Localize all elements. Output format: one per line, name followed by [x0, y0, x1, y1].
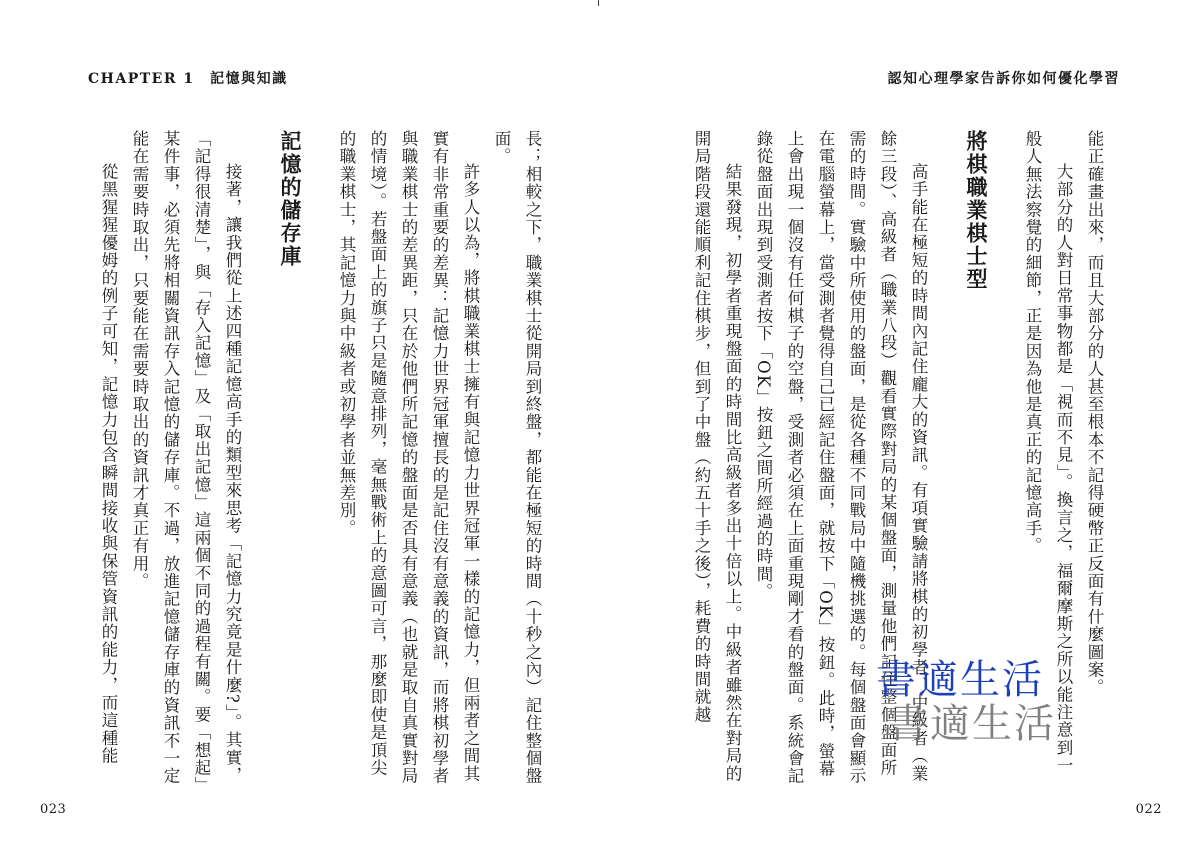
paragraph: 結果發現，初學者重現盤面的時間比高級者多出十倍以上。中級者雖然在對局的開局階段還能順利記住棋步，但到了中盤（約五十手之後），耗費的時間就越: [692, 130, 742, 783]
book-title-header: 認知心理學家告訴你如何優化學習: [887, 71, 1120, 87]
paragraph: 長；相較之下，職業棋士從開局到終盤，都能在極短的時間（十秒之內）記住整個盤面。: [492, 130, 542, 785]
page-number-right: 022: [1135, 802, 1162, 817]
paragraph: 大部分的人對日常事物都是「視而不見」。換言之，福爾摩斯之所以能注意到一般人無法察覺的細節，正是因為他是真正的記憶高手。: [1023, 130, 1073, 775]
paragraph: 能正確畫出來，而且大部分的人甚至根本不記得硬幣正反面有什麼圖案。: [1085, 130, 1104, 697]
right-page-body: [640, 130, 1110, 790]
chapter-header: CHAPTER 1 記憶與知識: [88, 71, 288, 87]
paragraph: 接著，讓我們從上述四種記憶高手的類型來思考「記憶力究竟是什麼?」。其實，「記得很清楚」，與「存入記憶」及「取出記憶」這兩個不同的過程有關。要「想起」某件事，必須先將相關資訊存入記憶的儲存庫。不過，放進記憶儲存庫的資訊不一定能在需要時取出，只要能在需要時取出的資訊才真正有用。: [130, 130, 242, 787]
section-heading: 記憶的儲存庫: [278, 130, 302, 268]
watermark-shadow: 書適生活: [888, 701, 1056, 747]
page-number-left: 023: [40, 802, 67, 817]
left-page-body: [78, 130, 548, 790]
paragraph: 從黑猩猩優姆的例子可知，記憶力包含瞬間接收與保管資訊的能力，而這種能: [99, 163, 118, 765]
section-heading: 將棋職業棋士型: [964, 130, 988, 291]
paragraph: 許多人以為，將棋職業棋士擁有與記憶力世界冠軍一樣的記憶力，但兩者之間其實有非常重要的差異：記憶力世界冠軍擅長的是記住沒有意義的資訊，而將棋初學者與職業棋士的差異距，只在於他們所記憶的盤面是否具有意義（也就是取自真實對局的情境）。若盤面上的旗子只是隨意排列，毫無戰術上的意圖可言，那麼即使是頂尖的職業棋士，其記憶力與中級者或初學者並無差別。: [337, 130, 480, 785]
paragraph: 高手能在極短的時間內記住龐大的資訊。有項實驗請將棋的初學者、中級者（業餘三段）、高級者（職業八段）觀看實際對局的某個盤面，測量他們記住整個盤面所需的時間。實驗中所使用的盤面，是從各種不同戰局中隨機挑選的。每個盤面會顯示在電腦螢幕上，當受測者覺得自己已經記住盤面，就按下「OK」按鈕。此時，螢幕上會出現一個沒有任何棋子的空盤，受測者必須在上面重現剛才看的盤面。系統會記錄從盤面出現到受測者按下「OK」按鈕之間所經過的時間。: [754, 130, 928, 785]
watermark-text: 書適生活: [876, 657, 1044, 703]
page-crease-mark: [598, 0, 599, 6]
